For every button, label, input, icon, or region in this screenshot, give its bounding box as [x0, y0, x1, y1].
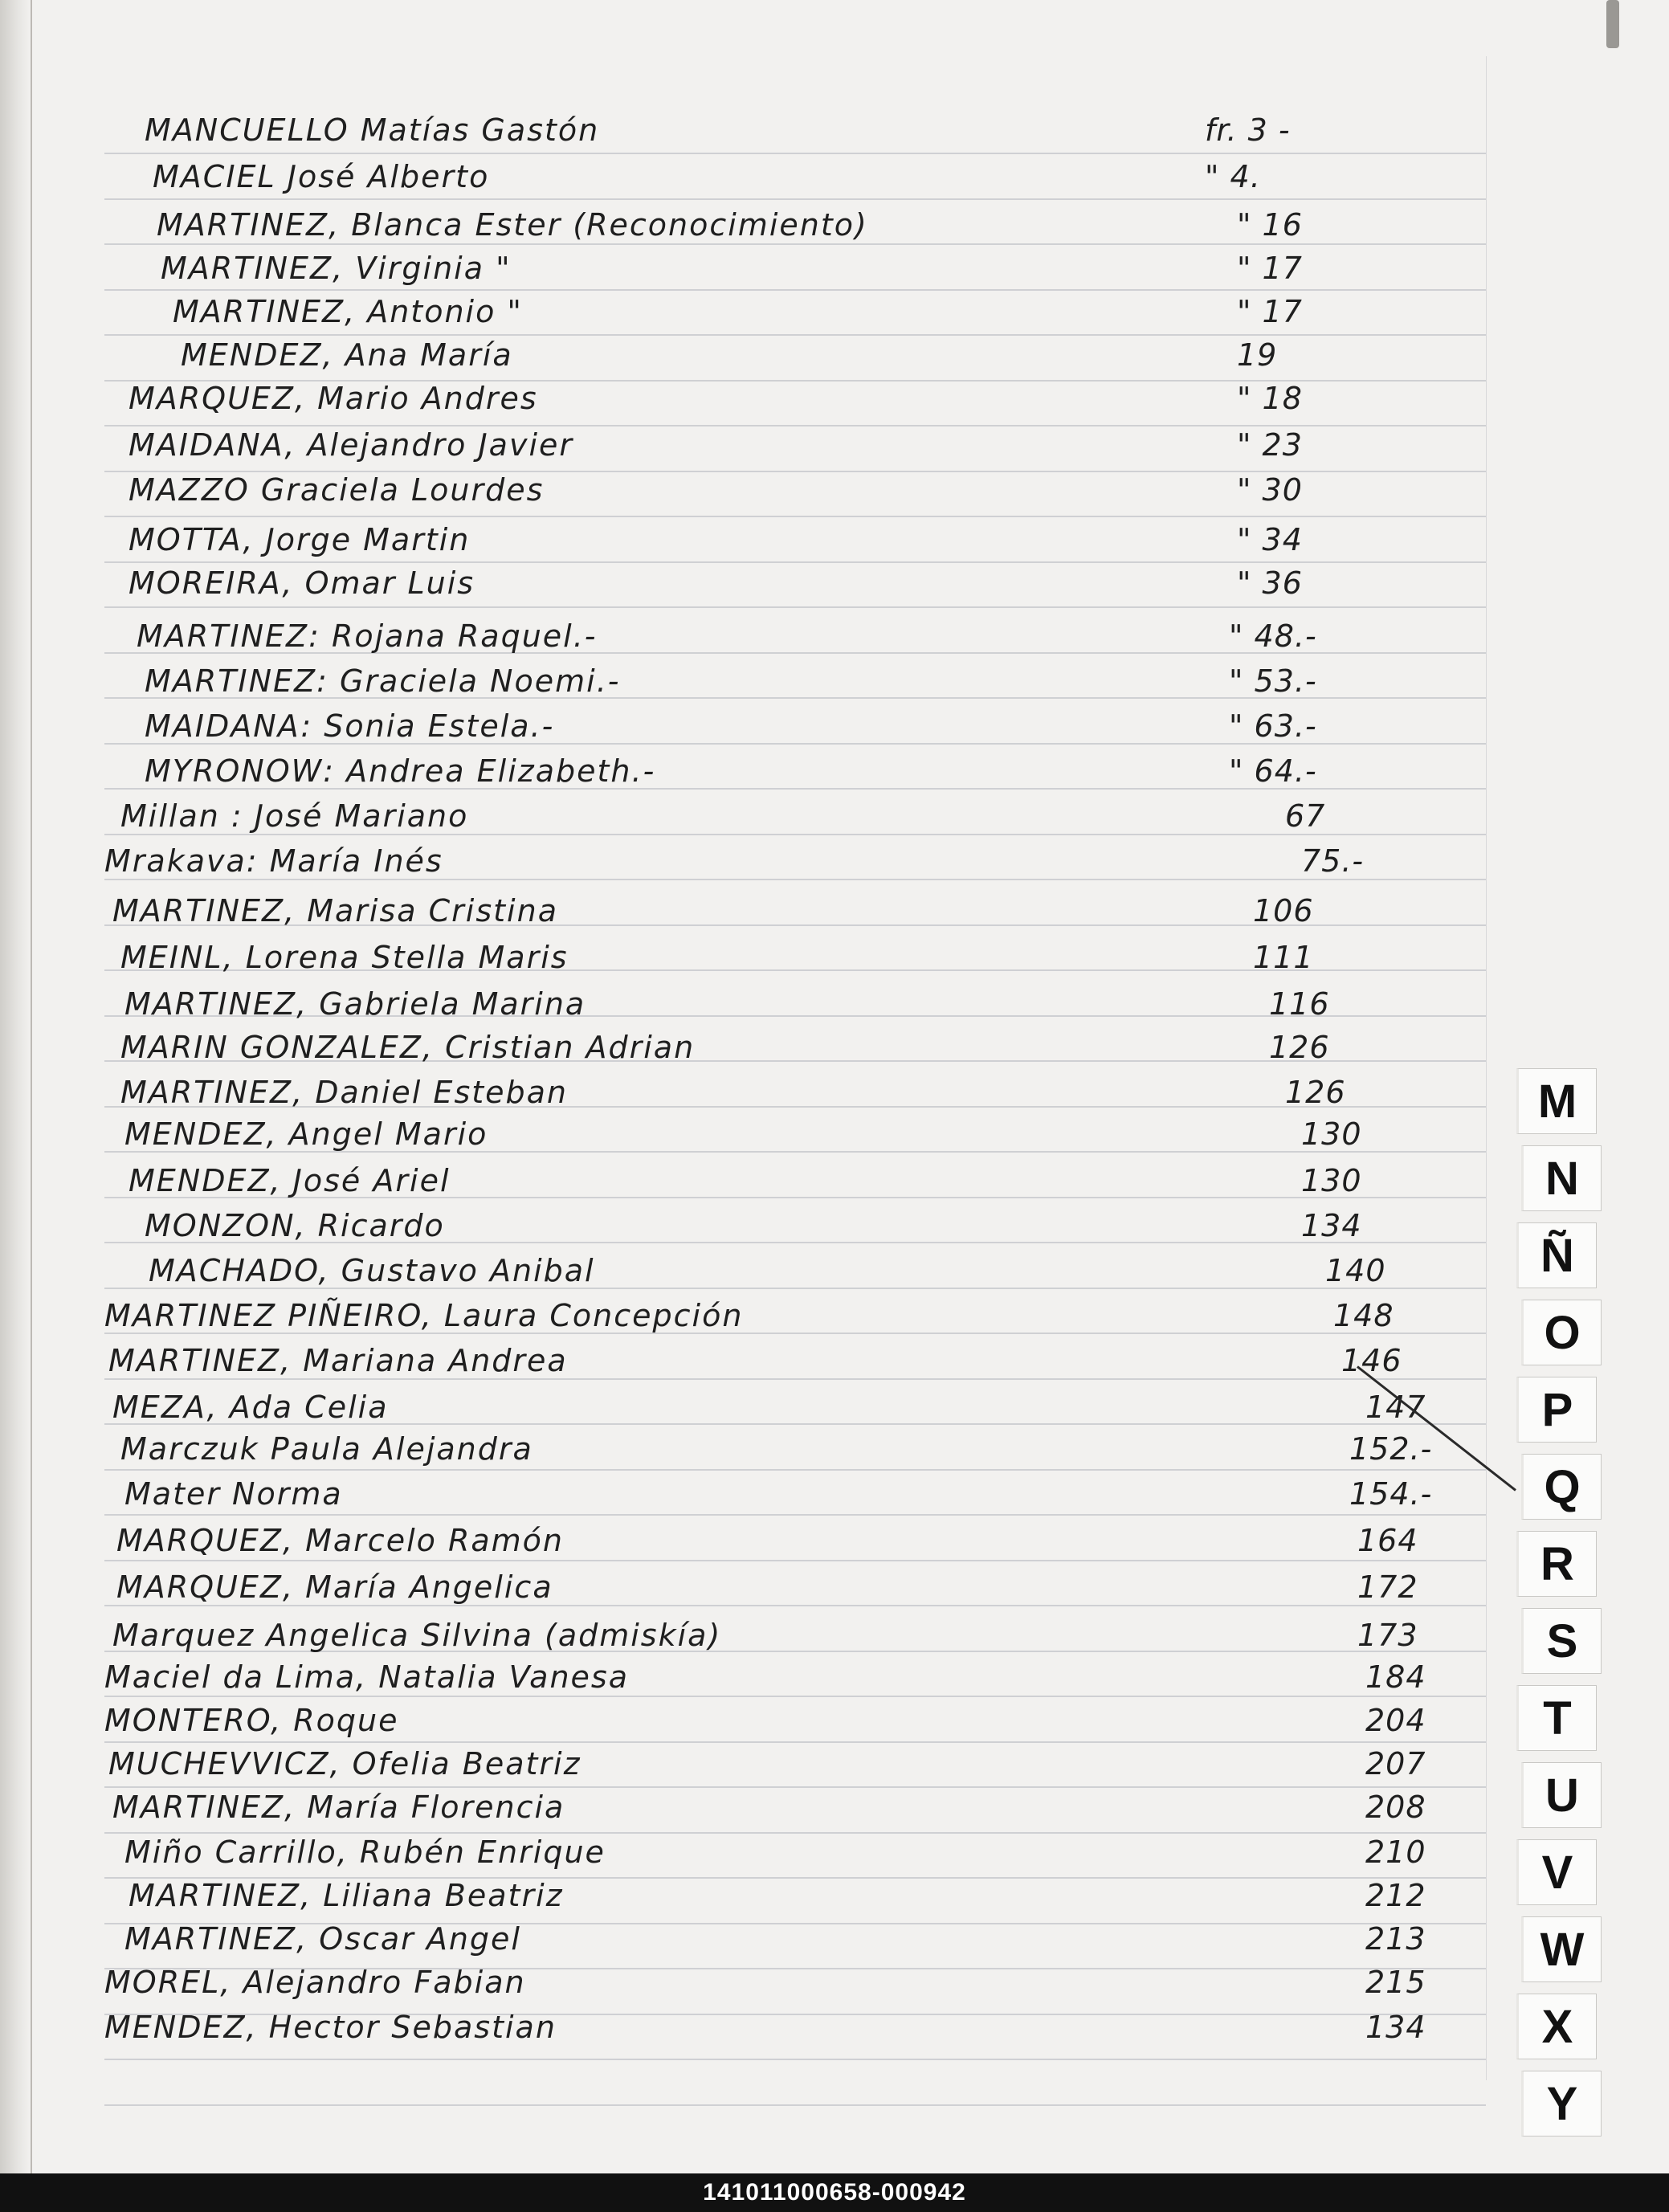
rule-line: [104, 2104, 1486, 2106]
entry-page-number: 213: [1365, 1921, 1426, 1957]
entry-name: MENDEZ, José Ariel: [129, 1163, 451, 1198]
document-id-bar: [0, 2173, 1669, 2212]
entry-page-number: 67: [1285, 798, 1326, 834]
tab-letter-Y[interactable]: Y: [1521, 2071, 1602, 2136]
entry-name: MEZA, Ada Celia: [112, 1390, 389, 1425]
entry-page-number: 130: [1301, 1163, 1362, 1198]
entry-name: MARTINEZ, Liliana Beatriz: [129, 1878, 564, 1913]
tab-letter-T[interactable]: T: [1516, 1685, 1597, 1751]
entry-name: MENDEZ, Hector Sebastian: [104, 2010, 557, 2045]
entry-name: MARIN GONZALEZ, Cristian Adrian: [120, 1030, 696, 1065]
rule-line: [104, 334, 1486, 336]
rule-line: [104, 425, 1486, 426]
binder-clip: [1606, 0, 1619, 48]
entry-name: MACIEL José Alberto: [153, 159, 490, 194]
entry-name: MARTINEZ, Antonio ": [173, 294, 523, 329]
entry-name: MARTINEZ, Gabriela Marina: [124, 986, 586, 1022]
entry-name: Marczuk Paula Alejandra: [120, 1431, 533, 1467]
entry-page-number: " 30: [1237, 472, 1303, 508]
entry-page-number: 173: [1357, 1618, 1418, 1653]
entry-page-number: 184: [1365, 1659, 1426, 1695]
entry-page-number: 148: [1333, 1298, 1394, 1333]
entry-page-number: 116: [1269, 986, 1330, 1022]
entry-page-number: 210: [1365, 1834, 1426, 1870]
entry-page-number: 106: [1253, 893, 1314, 928]
rule-line: [104, 243, 1486, 245]
entry-page-number: " 18: [1237, 381, 1303, 416]
entry-name: MACHADO, Gustavo Anibal: [149, 1253, 595, 1288]
entry-page-number: " 48.-: [1229, 618, 1317, 654]
tab-letter-M[interactable]: M: [1516, 1068, 1597, 1134]
entry-page-number: 140: [1325, 1253, 1386, 1288]
rule-line: [104, 879, 1486, 880]
tab-letter-X[interactable]: X: [1516, 1994, 1597, 2059]
entry-name: MOTTA, Jorge Martin: [129, 522, 471, 557]
binding-edge: [0, 0, 32, 2173]
entry-page-number: 134: [1365, 2010, 1426, 2045]
entry-name: MARTINEZ, Virginia ": [161, 251, 512, 286]
rule-line: [104, 1469, 1486, 1471]
entry-name: MUCHEVVICZ, Ofelia Beatriz: [108, 1746, 581, 1781]
entry-name: MONZON, Ricardo: [145, 1208, 445, 1243]
entry-page-number: 126: [1285, 1075, 1346, 1110]
entry-name: MARTINEZ, Blanca Ester (Reconocimiento): [157, 207, 868, 243]
entry-name: MENDEZ, Ana María: [181, 337, 513, 373]
tab-letter-N[interactable]: N: [1521, 1145, 1602, 1211]
margin-line: [1486, 56, 1487, 2080]
entry-page-number: " 17: [1237, 251, 1303, 286]
entry-name: MEINL, Lorena Stella Maris: [120, 940, 569, 975]
entry-page-number: 212: [1365, 1878, 1426, 1913]
rule-line: [104, 561, 1486, 563]
entry-page-number: 126: [1269, 1030, 1330, 1065]
rule-line: [104, 289, 1486, 291]
entry-page-number: 130: [1301, 1116, 1362, 1152]
rule-line: [104, 606, 1486, 608]
tab-letter-V[interactable]: V: [1516, 1839, 1597, 1905]
strike-through-mark: [1357, 1365, 1516, 1491]
entry-name: Maciel da Lima, Natalia Vanesa: [104, 1659, 629, 1695]
tab-letter-Ñ[interactable]: Ñ: [1516, 1222, 1597, 1288]
entry-page-number: " 34: [1237, 522, 1303, 557]
document-id: 141011000658-000942: [703, 2179, 966, 2206]
entry-name: Marquez Angelica Silvina (admiskía): [112, 1618, 722, 1653]
entry-page-number: " 64.-: [1229, 753, 1317, 789]
entry-page-number: 208: [1365, 1790, 1426, 1825]
entry-page-number: 152.-: [1349, 1431, 1433, 1467]
rule-line: [104, 2059, 1486, 2060]
entry-name: MARQUEZ, Marcelo Ramón: [116, 1523, 564, 1558]
entry-page-number: " 63.-: [1229, 708, 1317, 744]
entry-name: Millan : José Mariano: [120, 798, 469, 834]
rule-line: [104, 1696, 1486, 1697]
tab-letter-R[interactable]: R: [1516, 1531, 1597, 1597]
entry-page-number: 134: [1301, 1208, 1362, 1243]
entry-name: MAZZO Graciela Lourdes: [129, 472, 545, 508]
entry-name: MARTINEZ, Daniel Esteban: [120, 1075, 569, 1110]
entry-name: MARTINEZ, Oscar Angel: [124, 1921, 521, 1957]
entry-name: MARTINEZ: Rojana Raquel.-: [137, 618, 598, 654]
entry-name: MARTINEZ, Marisa Cristina: [112, 893, 558, 928]
rule-line: [104, 198, 1486, 200]
entry-page-number: 204: [1365, 1703, 1426, 1738]
entry-name: MARQUEZ, María Angelica: [116, 1569, 553, 1605]
rule-line: [104, 1605, 1486, 1606]
rule-line: [104, 1741, 1486, 1743]
entry-name: Miño Carrillo, Rubén Enrique: [124, 1834, 606, 1870]
entry-page-number: fr. 3 -: [1205, 112, 1291, 148]
entry-name: MOREIRA, Omar Luis: [129, 565, 475, 601]
entry-name: MENDEZ, Angel Mario: [124, 1116, 488, 1152]
rule-line: [104, 1560, 1486, 1561]
entry-name: MYRONOW: Andrea Elizabeth.-: [145, 753, 656, 789]
rule-line: [104, 1514, 1486, 1516]
entry-name: MAIDANA: Sonia Estela.-: [145, 708, 555, 744]
entry-page-number: 215: [1365, 1965, 1426, 2000]
entry-page-number: 146: [1341, 1343, 1402, 1378]
entry-page-number: 172: [1357, 1569, 1418, 1605]
entry-page-number: " 23: [1237, 427, 1303, 463]
tab-letter-S[interactable]: S: [1521, 1608, 1602, 1674]
tab-letter-W[interactable]: W: [1521, 1916, 1602, 1982]
entry-page-number: " 16: [1237, 207, 1303, 243]
entry-page-number: " 4.: [1205, 159, 1261, 194]
rule-line: [104, 1786, 1486, 1788]
alphabet-tab-strip: [1516, 1068, 1597, 2173]
entry-name: Mrakava: María Inés: [104, 843, 443, 879]
entry-name: MARQUEZ, Mario Andres: [129, 381, 538, 416]
entry-name: MARTINEZ PIÑEIRO, Laura Concepción: [104, 1298, 744, 1333]
entry-page-number: 111: [1253, 940, 1314, 975]
entry-page-number: " 36: [1237, 565, 1303, 601]
entry-name: MANCUELLO Matías Gastón: [145, 112, 600, 148]
entry-page-number: 75.-: [1301, 843, 1365, 879]
entry-page-number: 147: [1365, 1390, 1426, 1425]
entry-name: MARTINEZ: Graciela Noemi.-: [145, 663, 621, 699]
rule-line: [104, 516, 1486, 517]
tab-letter-O[interactable]: O: [1521, 1300, 1602, 1365]
entry-page-number: 154.-: [1349, 1476, 1433, 1512]
entry-page-number: " 17: [1237, 294, 1303, 329]
entry-page-number: 19: [1237, 337, 1278, 373]
entry-name: MOREL, Alejandro Fabian: [104, 1965, 526, 2000]
entry-name: MAIDANA, Alejandro Javier: [129, 427, 574, 463]
entry-page-number: 207: [1365, 1746, 1426, 1781]
rule-line: [104, 153, 1486, 154]
rule-line: [104, 1832, 1486, 1834]
tab-letter-P[interactable]: P: [1516, 1377, 1597, 1443]
entry-name: MARTINEZ, María Florencia: [112, 1790, 565, 1825]
tab-letter-Q[interactable]: Q: [1521, 1454, 1602, 1520]
entry-name: MARTINEZ, Mariana Andrea: [108, 1343, 568, 1378]
tab-letter-U[interactable]: U: [1521, 1762, 1602, 1828]
entry-name: Mater Norma: [124, 1476, 343, 1512]
entry-name: MONTERO, Roque: [104, 1703, 399, 1738]
entry-page-number: " 53.-: [1229, 663, 1317, 699]
entry-page-number: 164: [1357, 1523, 1418, 1558]
